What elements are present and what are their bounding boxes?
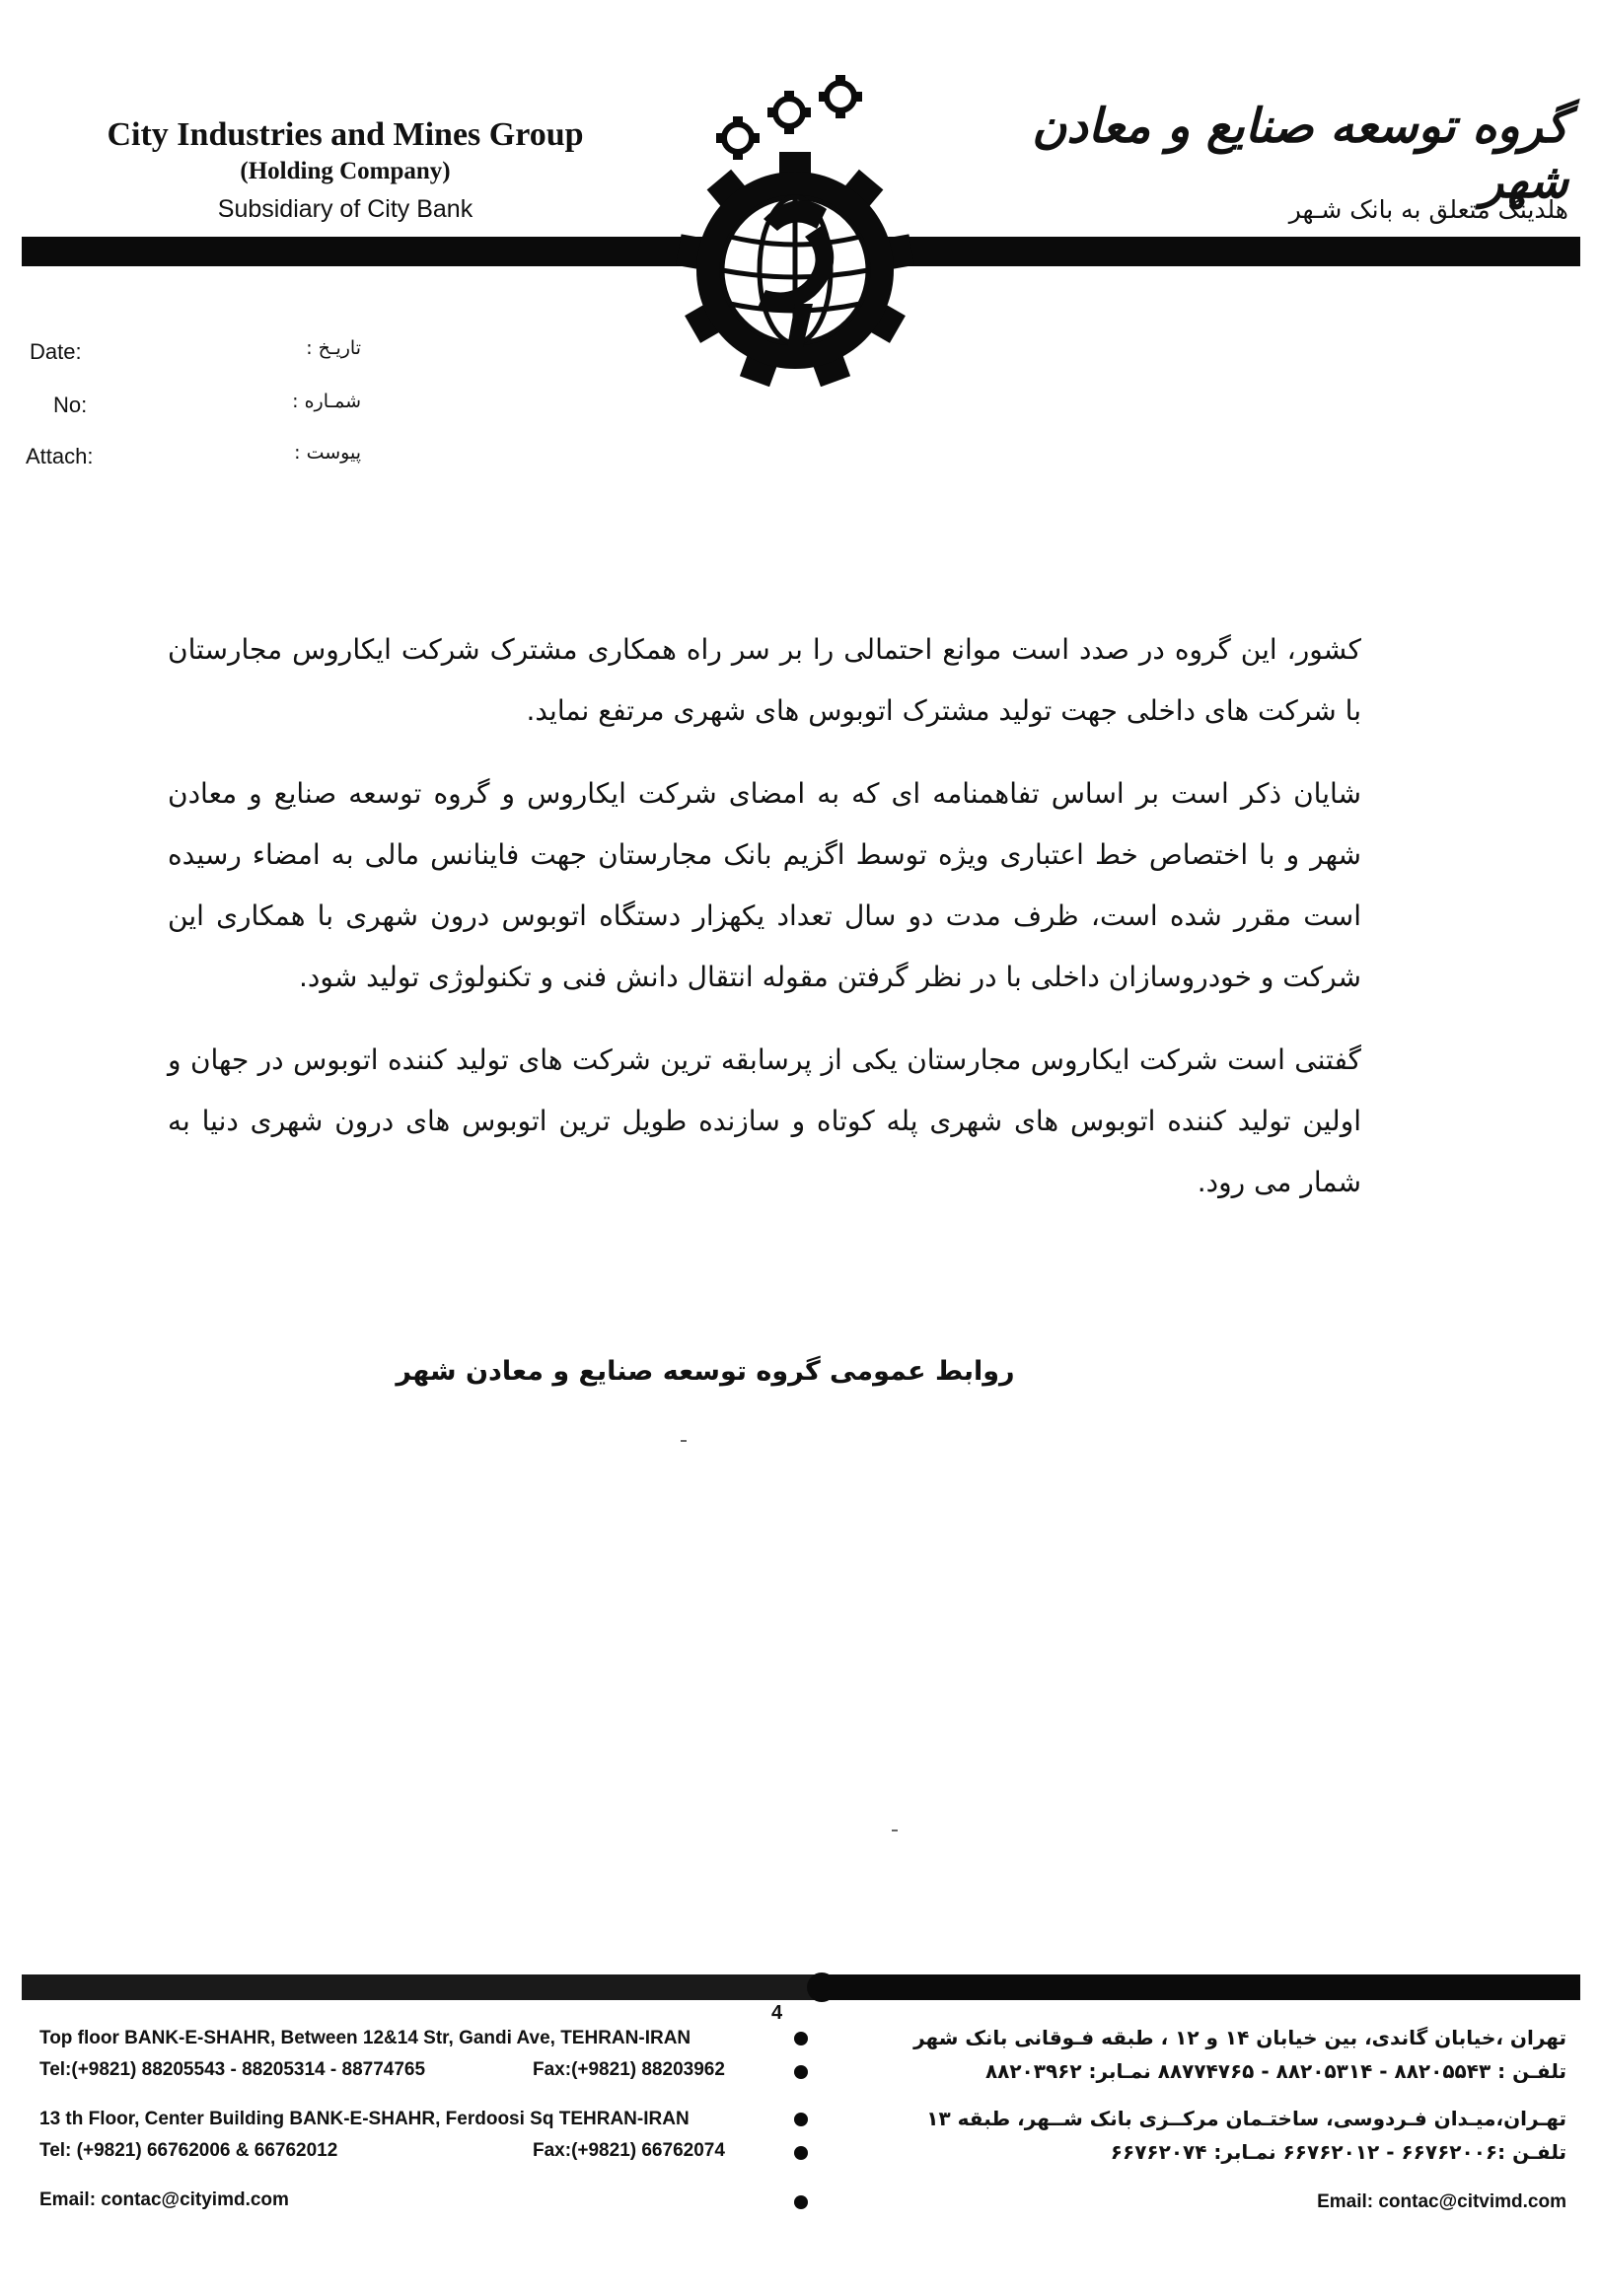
attach-label-fa: پیوست : [294, 442, 361, 464]
number-label-fa: شمـاره : [292, 391, 361, 412]
body-paragraph: گفتنی است شرکت ایکاروس مجارستان یکی از پرسابقه ترین شرکت های تولید کننده اتوبوس در جهان و اولین تولید کننده اتوبوس های شهری پله کوتاه و سازنده طویل ترین اتوبوس های درون شهری دنیا به شمار می رود. [168, 1043, 1361, 1198]
scan-speck [892, 1830, 898, 1831]
number-label-en: No: [53, 393, 88, 417]
footer-tel-fa-2: تلفـن :۶۶۷۶۲۰۰۶ - ۶۶۷۶۲۰۱۲ نمـابر: ۶۶۷۶۲۰۷۴ [1110, 2140, 1566, 2164]
company-name-fa: گروه توسعه صنایع و معادن شهر [1032, 99, 1568, 209]
footer-email-fa-side: Email: contac@citvimd.com [1317, 2191, 1566, 2212]
subsidiary-label-fa: هلدینگ متعلق به بانک شـهر [1288, 195, 1568, 224]
scan-speck [681, 1440, 687, 1442]
holding-label-en: (Holding Company) [240, 158, 451, 184]
footer-address-fa-1: تهران ،خیابان گاندی، بین خیابان ۱۴ و ۱۲ ، طبقه فـوقانی بانک شهر [913, 2026, 1566, 2049]
body-paragraph: شایان ذکر است بر اساس تفاهمنامه ای که به امضای شرکت ایکاروس و گروه توسعه صنایع و معادن شهر و با اختصاص خط اعتباری ویژه توسط اگزیم بانک مجارستان جهت فاینانس مالی به امضاء رسیده است مقرر شده است، ظرف مدت دو سال تعداد یکهزار دستگاه اتوبوس درون شهری با همکاری این شرکت و خودروسازان داخلی با در نظر گرفتن مقوله انتقال دانش فنی و تکنولوژی تولید شود. [168, 777, 1361, 993]
footer-tel-en-2: Tel: (+9821) 66762006 & 66762012 [39, 2140, 338, 2161]
footer-bar-left [22, 1974, 821, 2000]
bullet-icon [794, 2146, 808, 2160]
bullet-icon [794, 2113, 808, 2126]
company-name-en: City Industries and Mines Group [107, 116, 584, 153]
footer-tel-en-1: Tel:(+9821) 88205543 - 88205314 - 88774765 [39, 2059, 426, 2080]
bullet-icon [794, 2032, 808, 2045]
signature-line: روابط عمومی گروه توسعه صنایع و معادن شهر [396, 1356, 1015, 1387]
bullet-icon [794, 2195, 808, 2209]
footer-bar-right [827, 1974, 1580, 2000]
bullet-icon [794, 2065, 808, 2079]
footer-address-fa-2: تهـران،میـدان فـردوسی، ساختـمان مرکــزی بانک شــهر، طبقه ۱۳ [926, 2107, 1566, 2130]
footer-tel-fa-1: تلفـن : ۸۸۲۰۵۵۴۳ - ۸۸۲۰۵۳۱۴ - ۸۸۷۷۴۷۶۵ نمـابر: ۸۸۲۰۳۹۶۲ [984, 2059, 1566, 2083]
subsidiary-label-en: Subsidiary of City Bank [217, 195, 473, 223]
company-logo-icon [647, 61, 943, 387]
footer-email-en: Email: contac@cityimd.com [39, 2189, 289, 2210]
footer-fax-en-1: Fax:(+9821) 88203962 [533, 2059, 725, 2080]
body-paragraph: کشور، این گروه در صدد است موانع احتمالی را بر سر راه همکاری مشترک شرکت ایکاروس مجارستان با شرکت های داخلی جهت تولید مشترک اتوبوس های شهری مرتفع نماید. [168, 633, 1361, 727]
letter-body [168, 619, 1361, 1235]
date-label-fa: تاریـخ : [306, 337, 361, 359]
page-number: 4 [771, 2002, 783, 2024]
attach-label-en: Attach: [26, 444, 94, 468]
footer-address-en-2: 13 th Floor, Center Building BANK-E-SHAHR, Ferdoosi Sq TEHRAN-IRAN [39, 2109, 690, 2129]
date-label-en: Date: [30, 339, 82, 364]
footer-address-en-1: Top floor BANK-E-SHAHR, Between 12&14 Str, Gandi Ave, TEHRAN-IRAN [39, 2028, 691, 2048]
footer-fax-en-2: Fax:(+9821) 66762074 [533, 2140, 725, 2161]
